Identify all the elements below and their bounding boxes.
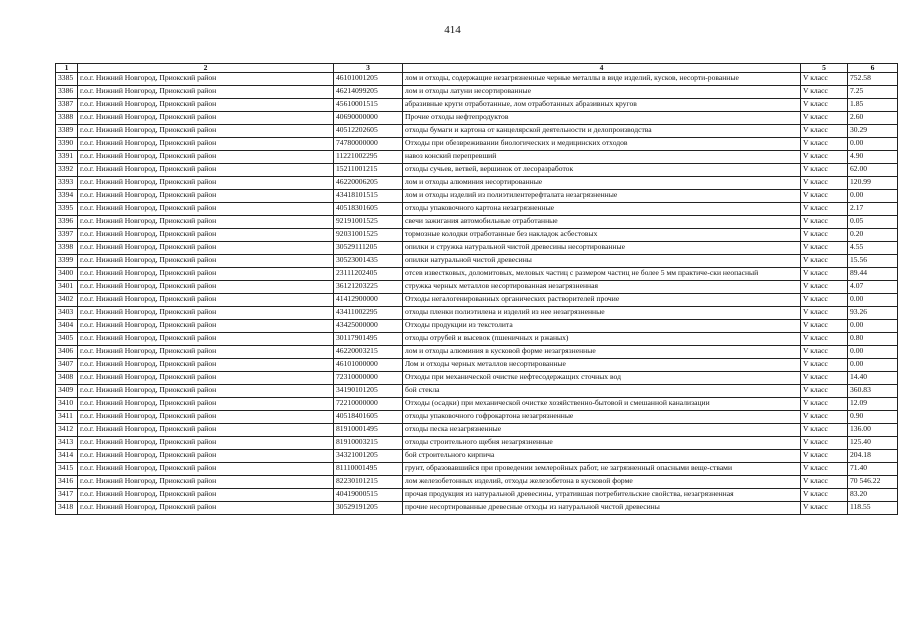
waste-description-cell: Отходы (осадки) при механической очистке хозяйственно-бытовой и смешанной канализации bbox=[403, 398, 801, 411]
row-number-cell: 3386 bbox=[56, 86, 78, 99]
waste-code-cell: 81910003215 bbox=[334, 437, 403, 450]
row-number-cell: 3409 bbox=[56, 385, 78, 398]
location-cell: г.о.г. Нижний Новгород, Приокский район bbox=[78, 112, 334, 125]
amount-cell: 2.60 bbox=[848, 112, 898, 125]
waste-description-cell: опилки натуральной чистой древесины bbox=[403, 255, 801, 268]
table-header-row bbox=[56, 64, 898, 73]
waste-code-cell: 72310000000 bbox=[334, 372, 403, 385]
location-cell: г.о.г. Нижний Новгород, Приокский район bbox=[78, 372, 334, 385]
hazard-class-cell: V класс bbox=[801, 177, 848, 190]
amount-cell: 0.00 bbox=[848, 359, 898, 372]
row-number-cell: 3418 bbox=[56, 502, 78, 515]
hazard-class-cell: V класс bbox=[801, 255, 848, 268]
row-number-cell: 3417 bbox=[56, 489, 78, 502]
amount-cell: 136.00 bbox=[848, 424, 898, 437]
table-row bbox=[56, 164, 898, 177]
row-number-cell: 3411 bbox=[56, 411, 78, 424]
location-cell: г.о.г. Нижний Новгород, Приокский район bbox=[78, 125, 334, 138]
amount-cell: 7.25 bbox=[848, 86, 898, 99]
amount-cell: 120.99 bbox=[848, 177, 898, 190]
hazard-class-cell: V класс bbox=[801, 112, 848, 125]
location-cell: г.о.г. Нижний Новгород, Приокский район bbox=[78, 346, 334, 359]
waste-description-cell: Прочие отходы нефтепродуктов bbox=[403, 112, 801, 125]
hazard-class-cell: V класс bbox=[801, 307, 848, 320]
amount-cell: 0.00 bbox=[848, 138, 898, 151]
location-cell: г.о.г. Нижний Новгород, Приокский район bbox=[78, 268, 334, 281]
table-row bbox=[56, 125, 898, 138]
hazard-class-cell: V класс bbox=[801, 164, 848, 177]
waste-code-cell: 30529191205 bbox=[334, 502, 403, 515]
waste-description-cell: отходы строительного щебня незагрязненные bbox=[403, 437, 801, 450]
table-row bbox=[56, 255, 898, 268]
waste-description-cell: отходы отрубей и высевок (пшеничных и ржаных) bbox=[403, 333, 801, 346]
table-row bbox=[56, 359, 898, 372]
location-cell: г.о.г. Нижний Новгород, Приокский район bbox=[78, 385, 334, 398]
waste-description-cell: бой стекла bbox=[403, 385, 801, 398]
waste-code-cell: 81910001495 bbox=[334, 424, 403, 437]
row-number-cell: 3397 bbox=[56, 229, 78, 242]
waste-code-cell: 92031001525 bbox=[334, 229, 403, 242]
hazard-class-cell: V класс bbox=[801, 203, 848, 216]
hazard-class-cell: V класс bbox=[801, 125, 848, 138]
table-row bbox=[56, 502, 898, 515]
hazard-class-cell: V класс bbox=[801, 385, 848, 398]
waste-description-cell: опилки и стружка натуральной чистой древесины несортированные bbox=[403, 242, 801, 255]
column-header-2: 2 bbox=[78, 64, 334, 73]
waste-description-cell: лом и отходы алюминия несортированные bbox=[403, 177, 801, 190]
hazard-class-cell: V класс bbox=[801, 138, 848, 151]
location-cell: г.о.г. Нижний Новгород, Приокский район bbox=[78, 424, 334, 437]
location-cell: г.о.г. Нижний Новгород, Приокский район bbox=[78, 476, 334, 489]
column-header-6: 6 bbox=[848, 64, 898, 73]
amount-cell: 0.80 bbox=[848, 333, 898, 346]
location-cell: г.о.г. Нижний Новгород, Приокский район bbox=[78, 294, 334, 307]
location-cell: г.о.г. Нижний Новгород, Приокский район bbox=[78, 229, 334, 242]
location-cell: г.о.г. Нижний Новгород, Приокский район bbox=[78, 411, 334, 424]
waste-code-cell: 34190101205 bbox=[334, 385, 403, 398]
hazard-class-cell: V класс bbox=[801, 190, 848, 203]
row-number-cell: 3385 bbox=[56, 73, 78, 86]
waste-description-cell: Лом и отходы черных металлов несортированные bbox=[403, 359, 801, 372]
table-row bbox=[56, 203, 898, 216]
table-row bbox=[56, 177, 898, 190]
waste-code-cell: 41412900000 bbox=[334, 294, 403, 307]
hazard-class-cell: V класс bbox=[801, 463, 848, 476]
row-number-cell: 3416 bbox=[56, 476, 78, 489]
location-cell: г.о.г. Нижний Новгород, Приокский район bbox=[78, 99, 334, 112]
hazard-class-cell: V класс bbox=[801, 229, 848, 242]
amount-cell: 71.40 bbox=[848, 463, 898, 476]
table-row bbox=[56, 138, 898, 151]
table-row bbox=[56, 489, 898, 502]
amount-cell: 70 546.22 bbox=[848, 476, 898, 489]
location-cell: г.о.г. Нижний Новгород, Приокский район bbox=[78, 463, 334, 476]
waste-description-cell: Отходы при обезвреживании биологических и медицинских отходов bbox=[403, 138, 801, 151]
amount-cell: 62.00 bbox=[848, 164, 898, 177]
amount-cell: 4.55 bbox=[848, 242, 898, 255]
hazard-class-cell: V класс bbox=[801, 216, 848, 229]
amount-cell: 1.85 bbox=[848, 99, 898, 112]
table-row bbox=[56, 86, 898, 99]
waste-description-cell: Отходы продукции из текстолита bbox=[403, 320, 801, 333]
table-row bbox=[56, 99, 898, 112]
location-cell: г.о.г. Нижний Новгород, Приокский район bbox=[78, 86, 334, 99]
waste-description-cell: тормозные колодки отработанные без накладок асбестовых bbox=[403, 229, 801, 242]
hazard-class-cell: V класс bbox=[801, 359, 848, 372]
column-header-1: 1 bbox=[56, 64, 78, 73]
location-cell: г.о.г. Нижний Новгород, Приокский район bbox=[78, 216, 334, 229]
table-row bbox=[56, 463, 898, 476]
table-row bbox=[56, 476, 898, 489]
waste-code-cell: 81110001495 bbox=[334, 463, 403, 476]
row-number-cell: 3415 bbox=[56, 463, 78, 476]
table-row bbox=[56, 73, 898, 86]
hazard-class-cell: V класс bbox=[801, 437, 848, 450]
hazard-class-cell: V класс bbox=[801, 372, 848, 385]
hazard-class-cell: V класс bbox=[801, 450, 848, 463]
waste-description-cell: отходы упаковочного гофрокартона незагрязненные bbox=[403, 411, 801, 424]
table-row bbox=[56, 450, 898, 463]
table-row bbox=[56, 268, 898, 281]
amount-cell: 12.09 bbox=[848, 398, 898, 411]
amount-cell: 0.90 bbox=[848, 411, 898, 424]
table-row bbox=[56, 411, 898, 424]
hazard-class-cell: V класс bbox=[801, 151, 848, 164]
amount-cell: 0.00 bbox=[848, 320, 898, 333]
waste-code-cell: 36121203225 bbox=[334, 281, 403, 294]
row-number-cell: 3400 bbox=[56, 268, 78, 281]
location-cell: г.о.г. Нижний Новгород, Приокский район bbox=[78, 437, 334, 450]
column-header-3: 3 bbox=[334, 64, 403, 73]
row-number-cell: 3399 bbox=[56, 255, 78, 268]
location-cell: г.о.г. Нижний Новгород, Приокский район bbox=[78, 333, 334, 346]
table-row bbox=[56, 333, 898, 346]
hazard-class-cell: V класс bbox=[801, 99, 848, 112]
hazard-class-cell: V класс bbox=[801, 242, 848, 255]
row-number-cell: 3404 bbox=[56, 320, 78, 333]
waste-code-cell: 23111202405 bbox=[334, 268, 403, 281]
row-number-cell: 3413 bbox=[56, 437, 78, 450]
amount-cell: 93.26 bbox=[848, 307, 898, 320]
waste-code-cell: 82230101215 bbox=[334, 476, 403, 489]
amount-cell: 118.55 bbox=[848, 502, 898, 515]
table-row bbox=[56, 151, 898, 164]
row-number-cell: 3390 bbox=[56, 138, 78, 151]
amount-cell: 360.83 bbox=[848, 385, 898, 398]
waste-description-cell: прочие несортированные древесные отходы из натуральной чистой древесины bbox=[403, 502, 801, 515]
amount-cell: 204.18 bbox=[848, 450, 898, 463]
waste-description-cell: отходы песка незагрязненные bbox=[403, 424, 801, 437]
waste-registry-table bbox=[55, 63, 898, 515]
hazard-class-cell: V класс bbox=[801, 502, 848, 515]
waste-code-cell: 30529111205 bbox=[334, 242, 403, 255]
waste-description-cell: свечи зажигания автомобильные отработанные bbox=[403, 216, 801, 229]
hazard-class-cell: V класс bbox=[801, 333, 848, 346]
waste-code-cell: 46214099205 bbox=[334, 86, 403, 99]
waste-description-cell: лом железобетонных изделий, отходы железобетона в кусковой форме bbox=[403, 476, 801, 489]
row-number-cell: 3407 bbox=[56, 359, 78, 372]
waste-code-cell: 40518301605 bbox=[334, 203, 403, 216]
table-row bbox=[56, 294, 898, 307]
hazard-class-cell: V класс bbox=[801, 320, 848, 333]
table-row bbox=[56, 112, 898, 125]
waste-code-cell: 74780000000 bbox=[334, 138, 403, 151]
amount-cell: 89.44 bbox=[848, 268, 898, 281]
hazard-class-cell: V класс bbox=[801, 398, 848, 411]
table-row bbox=[56, 307, 898, 320]
hazard-class-cell: V класс bbox=[801, 411, 848, 424]
waste-description-cell: лом и отходы латуни несортированные bbox=[403, 86, 801, 99]
row-number-cell: 3405 bbox=[56, 333, 78, 346]
amount-cell: 0.00 bbox=[848, 190, 898, 203]
row-number-cell: 3396 bbox=[56, 216, 78, 229]
waste-description-cell: отходы упаковочного картона незагрязненные bbox=[403, 203, 801, 216]
amount-cell: 0.00 bbox=[848, 346, 898, 359]
location-cell: г.о.г. Нижний Новгород, Приокский район bbox=[78, 489, 334, 502]
row-number-cell: 3402 bbox=[56, 294, 78, 307]
row-number-cell: 3391 bbox=[56, 151, 78, 164]
waste-code-cell: 40690000000 bbox=[334, 112, 403, 125]
amount-cell: 30.29 bbox=[848, 125, 898, 138]
waste-code-cell: 34321001205 bbox=[334, 450, 403, 463]
hazard-class-cell: V класс bbox=[801, 346, 848, 359]
waste-description-cell: лом и отходы, содержащие незагрязненные черные металлы в виде изделий, кусков, несорти-рованные bbox=[403, 73, 801, 86]
location-cell: г.о.г. Нижний Новгород, Приокский район bbox=[78, 398, 334, 411]
waste-code-cell: 46101000000 bbox=[334, 359, 403, 372]
hazard-class-cell: V класс bbox=[801, 268, 848, 281]
waste-code-cell: 11221002295 bbox=[334, 151, 403, 164]
waste-code-cell: 40518401605 bbox=[334, 411, 403, 424]
location-cell: г.о.г. Нижний Новгород, Приокский район bbox=[78, 177, 334, 190]
table-row bbox=[56, 320, 898, 333]
table-row bbox=[56, 242, 898, 255]
waste-code-cell: 30117901495 bbox=[334, 333, 403, 346]
table-row bbox=[56, 281, 898, 294]
waste-code-cell: 92191001525 bbox=[334, 216, 403, 229]
amount-cell: 15.56 bbox=[848, 255, 898, 268]
location-cell: г.о.г. Нижний Новгород, Приокский район bbox=[78, 164, 334, 177]
waste-description-cell: Отходы негалогенированных органических растворителей прочие bbox=[403, 294, 801, 307]
location-cell: г.о.г. Нижний Новгород, Приокский район bbox=[78, 502, 334, 515]
row-number-cell: 3410 bbox=[56, 398, 78, 411]
waste-description-cell: прочая продукция из натуральной древесины, утратившая потребительские свойства, незагрязненная bbox=[403, 489, 801, 502]
table-row bbox=[56, 372, 898, 385]
table-row bbox=[56, 190, 898, 203]
amount-cell: 4.07 bbox=[848, 281, 898, 294]
waste-description-cell: стружка черных металлов несортированная незагрязненная bbox=[403, 281, 801, 294]
amount-cell: 125.40 bbox=[848, 437, 898, 450]
hazard-class-cell: V класс bbox=[801, 294, 848, 307]
table-row bbox=[56, 229, 898, 242]
waste-description-cell: Отходы при механической очистке нефтесодержащих сточных вод bbox=[403, 372, 801, 385]
row-number-cell: 3395 bbox=[56, 203, 78, 216]
waste-code-cell: 40512202605 bbox=[334, 125, 403, 138]
amount-cell: 0.00 bbox=[848, 294, 898, 307]
waste-code-cell: 46220003215 bbox=[334, 346, 403, 359]
location-cell: г.о.г. Нижний Новгород, Приокский район bbox=[78, 320, 334, 333]
waste-code-cell: 43418101515 bbox=[334, 190, 403, 203]
amount-cell: 0.05 bbox=[848, 216, 898, 229]
waste-code-cell: 15211001215 bbox=[334, 164, 403, 177]
amount-cell: 4.90 bbox=[848, 151, 898, 164]
amount-cell: 14.40 bbox=[848, 372, 898, 385]
hazard-class-cell: V класс bbox=[801, 476, 848, 489]
location-cell: г.о.г. Нижний Новгород, Приокский район bbox=[78, 151, 334, 164]
waste-description-cell: грунт, образовавшийся при проведении землеройных работ, не загрязненный опасными веще-ствами bbox=[403, 463, 801, 476]
row-number-cell: 3412 bbox=[56, 424, 78, 437]
amount-cell: 2.17 bbox=[848, 203, 898, 216]
table-row bbox=[56, 424, 898, 437]
waste-description-cell: абразивные круги отработанные, лом отработанных абразивных кругов bbox=[403, 99, 801, 112]
location-cell: г.о.г. Нижний Новгород, Приокский район bbox=[78, 203, 334, 216]
row-number-cell: 3403 bbox=[56, 307, 78, 320]
location-cell: г.о.г. Нижний Новгород, Приокский район bbox=[78, 73, 334, 86]
waste-code-cell: 46101001205 bbox=[334, 73, 403, 86]
waste-description-cell: отсев известковых, доломитовых, меловых частиц с размером частиц не более 5 мм практиче-ски неопасный bbox=[403, 268, 801, 281]
location-cell: г.о.г. Нижний Новгород, Приокский район bbox=[78, 359, 334, 372]
row-number-cell: 3389 bbox=[56, 125, 78, 138]
hazard-class-cell: V класс bbox=[801, 73, 848, 86]
row-number-cell: 3393 bbox=[56, 177, 78, 190]
row-number-cell: 3398 bbox=[56, 242, 78, 255]
table-row bbox=[56, 216, 898, 229]
table-row bbox=[56, 437, 898, 450]
amount-cell: 752.58 bbox=[848, 73, 898, 86]
row-number-cell: 3387 bbox=[56, 99, 78, 112]
waste-code-cell: 46220006205 bbox=[334, 177, 403, 190]
table-row bbox=[56, 346, 898, 359]
page-number: 414 bbox=[444, 24, 461, 36]
waste-description-cell: отходы сучьев, ветвей, вершинок от лесоразработок bbox=[403, 164, 801, 177]
amount-cell: 0.20 bbox=[848, 229, 898, 242]
column-header-5: 5 bbox=[801, 64, 848, 73]
waste-code-cell: 72210000000 bbox=[334, 398, 403, 411]
hazard-class-cell: V класс bbox=[801, 489, 848, 502]
waste-description-cell: отходы пленки полиэтилена и изделий из нее незагрязненные bbox=[403, 307, 801, 320]
hazard-class-cell: V класс bbox=[801, 424, 848, 437]
waste-code-cell: 45610001515 bbox=[334, 99, 403, 112]
table-row bbox=[56, 398, 898, 411]
hazard-class-cell: V класс bbox=[801, 281, 848, 294]
waste-code-cell: 43425000000 bbox=[334, 320, 403, 333]
hazard-class-cell: V класс bbox=[801, 86, 848, 99]
location-cell: г.о.г. Нижний Новгород, Приокский район bbox=[78, 307, 334, 320]
waste-code-cell: 43411002295 bbox=[334, 307, 403, 320]
row-number-cell: 3388 bbox=[56, 112, 78, 125]
row-number-cell: 3401 bbox=[56, 281, 78, 294]
waste-description-cell: лом и отходы алюминия в кусковой форме незагрязненные bbox=[403, 346, 801, 359]
location-cell: г.о.г. Нижний Новгород, Приокский район bbox=[78, 450, 334, 463]
location-cell: г.о.г. Нижний Новгород, Приокский район bbox=[78, 255, 334, 268]
row-number-cell: 3394 bbox=[56, 190, 78, 203]
location-cell: г.о.г. Нижний Новгород, Приокский район bbox=[78, 190, 334, 203]
waste-code-cell: 40419000515 bbox=[334, 489, 403, 502]
location-cell: г.о.г. Нижний Новгород, Приокский район bbox=[78, 242, 334, 255]
row-number-cell: 3408 bbox=[56, 372, 78, 385]
row-number-cell: 3406 bbox=[56, 346, 78, 359]
table-row bbox=[56, 385, 898, 398]
row-number-cell: 3392 bbox=[56, 164, 78, 177]
location-cell: г.о.г. Нижний Новгород, Приокский район bbox=[78, 138, 334, 151]
amount-cell: 83.20 bbox=[848, 489, 898, 502]
waste-code-cell: 30523001435 bbox=[334, 255, 403, 268]
column-header-4: 4 bbox=[403, 64, 801, 73]
waste-description-cell: отходы бумаги и картона от канцелярской деятельности и делопроизводства bbox=[403, 125, 801, 138]
location-cell: г.о.г. Нижний Новгород, Приокский район bbox=[78, 281, 334, 294]
waste-description-cell: бой строительного кирпича bbox=[403, 450, 801, 463]
row-number-cell: 3414 bbox=[56, 450, 78, 463]
waste-description-cell: лом и отходы изделий из полиэтилентерефталата незагрязненные bbox=[403, 190, 801, 203]
waste-description-cell: навоз конский перепревший bbox=[403, 151, 801, 164]
